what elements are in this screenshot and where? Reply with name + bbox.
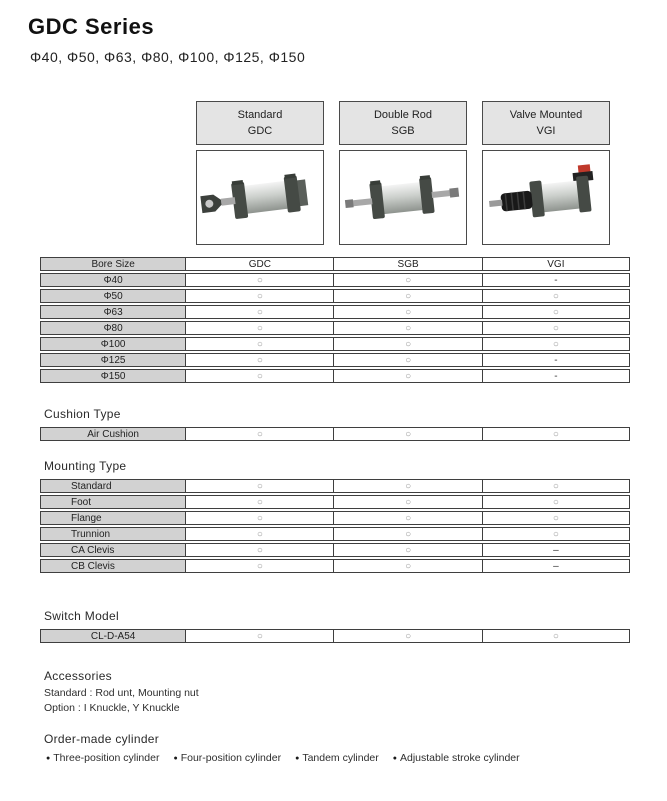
column-header-label: Bore Size (40, 257, 185, 271)
available-mark: ○ (482, 337, 630, 351)
table-row (40, 629, 630, 643)
table-row (40, 559, 630, 573)
bullet-icon: ● (46, 754, 51, 762)
available-mark: ○ (185, 427, 333, 441)
available-mark: ○ (333, 369, 481, 383)
available-mark: ○ (482, 289, 630, 303)
row-label: CB Clevis (40, 559, 185, 573)
row-label: Flange (40, 511, 185, 525)
row-label: CA Clevis (40, 543, 185, 557)
column-header: VGI (482, 257, 630, 271)
available-mark: ○ (185, 511, 333, 525)
row-label: Trunnion (40, 527, 185, 541)
available-mark: ○ (333, 479, 481, 493)
available-mark: ○ (185, 273, 333, 287)
product-double-rod-sgb (339, 101, 467, 245)
row-label: Φ80 (40, 321, 185, 335)
valve-mounted-cylinder-photo (483, 151, 609, 244)
product-gallery (196, 101, 667, 245)
table-row (40, 289, 630, 303)
product-header (196, 101, 324, 145)
row-label: Φ100 (40, 337, 185, 351)
product-model-label: VGI (536, 125, 556, 137)
available-mark: ○ (185, 321, 333, 335)
product-type-label: Valve Mounted (509, 109, 583, 121)
row-label: Foot (40, 495, 185, 509)
bullet-icon: ● (392, 754, 397, 762)
available-mark: ○ (185, 353, 333, 367)
column-header: SGB (333, 257, 481, 271)
available-mark: ○ (482, 511, 630, 525)
row-label: Φ150 (40, 369, 185, 383)
available-mark: ○ (482, 495, 630, 509)
bullet-icon: ● (173, 754, 178, 762)
available-mark: ○ (333, 427, 481, 441)
order-made-item (295, 752, 379, 764)
product-standard-gdc (196, 101, 324, 245)
product-photo-box (482, 150, 610, 245)
row-label: CL-D-A54 (40, 629, 185, 643)
order-made-item-label: Three-position cylinder (53, 752, 160, 764)
available-mark: ○ (482, 427, 630, 441)
order-made-item (173, 752, 281, 764)
available-mark: ○ (185, 527, 333, 541)
bullet-icon: ● (295, 754, 300, 762)
row-label: Φ50 (40, 289, 185, 303)
available-mark: ○ (185, 479, 333, 493)
available-mark: ○ (333, 321, 481, 335)
table-row (40, 273, 630, 287)
product-type-label: Standard (237, 109, 283, 121)
available-mark: ○ (185, 289, 333, 303)
available-mark: ○ (333, 305, 481, 319)
available-mark: ○ (333, 629, 481, 643)
not-available-mark: – (482, 543, 630, 557)
available-mark: ○ (185, 629, 333, 643)
available-mark: ○ (185, 543, 333, 557)
order-made-heading: Order-made cylinder (44, 732, 160, 746)
standard-cylinder-photo (197, 151, 323, 244)
mounting-type-heading: Mounting Type (44, 459, 127, 473)
available-mark: ○ (185, 495, 333, 509)
not-available-mark: - (482, 353, 630, 367)
available-mark: ○ (185, 337, 333, 351)
row-label: Φ40 (40, 273, 185, 287)
row-label: Standard (40, 479, 185, 493)
bore-sizes-subtitle: Φ40, Φ50, Φ63, Φ80, Φ100, Φ125, Φ150 (30, 49, 306, 65)
available-mark: ○ (333, 527, 481, 541)
available-mark: ○ (185, 305, 333, 319)
row-label: Φ125 (40, 353, 185, 367)
table-header-row (40, 257, 630, 271)
product-model-label: GDC (247, 125, 273, 137)
page-title: GDC Series (28, 14, 155, 39)
table-row (40, 511, 630, 525)
product-valve-mounted-vgi (482, 101, 610, 245)
product-header (339, 101, 467, 145)
order-made-item-label: Adjustable stroke cylinder (400, 752, 520, 764)
table-row (40, 495, 630, 509)
available-mark: ○ (482, 527, 630, 541)
product-type-label: Double Rod (373, 109, 433, 121)
available-mark: ○ (482, 305, 630, 319)
double-rod-cylinder-photo (340, 151, 466, 244)
table-row (40, 543, 630, 557)
available-mark: ○ (333, 337, 481, 351)
table-row (40, 427, 630, 441)
accessories-standard-line: Standard : Rod unt, Mounting nut (44, 687, 199, 699)
row-label: Φ63 (40, 305, 185, 319)
not-available-mark: – (482, 559, 630, 573)
table-row (40, 353, 630, 367)
order-made-item-label: Four-position cylinder (180, 752, 282, 764)
order-made-item (393, 752, 520, 764)
table-row (40, 527, 630, 541)
available-mark: ○ (333, 543, 481, 557)
cushion-type-table (40, 425, 630, 443)
product-photo-box (196, 150, 324, 245)
available-mark: ○ (333, 353, 481, 367)
not-available-mark: - (482, 273, 630, 287)
available-mark: ○ (185, 369, 333, 383)
mounting-type-table (40, 477, 630, 575)
accessories-option-line: Option : I Knuckle, Y Knuckle (44, 702, 180, 714)
available-mark: ○ (333, 495, 481, 509)
available-mark: ○ (185, 559, 333, 573)
table-row (40, 479, 630, 493)
row-label: Air Cushion (40, 427, 185, 441)
available-mark: ○ (482, 629, 630, 643)
order-made-item (46, 752, 159, 764)
table-row (40, 305, 630, 319)
available-mark: ○ (333, 289, 481, 303)
available-mark: ○ (482, 479, 630, 493)
available-mark: ○ (482, 321, 630, 335)
switch-model-table (40, 627, 630, 645)
not-available-mark: - (482, 369, 630, 383)
order-made-list (46, 752, 667, 764)
table-row (40, 369, 630, 383)
available-mark: ○ (333, 559, 481, 573)
product-photo-box (339, 150, 467, 245)
table-row (40, 321, 630, 335)
product-header (482, 101, 610, 145)
column-header: GDC (185, 257, 333, 271)
accessories-heading: Accessories (44, 669, 112, 683)
product-model-label: SGB (391, 125, 415, 137)
accessories-text (44, 686, 667, 716)
available-mark: ○ (333, 273, 481, 287)
order-made-item-label: Tandem cylinder (302, 752, 379, 764)
table-row (40, 337, 630, 351)
switch-model-heading: Switch Model (44, 609, 119, 623)
available-mark: ○ (333, 511, 481, 525)
cushion-type-heading: Cushion Type (44, 407, 121, 421)
bore-size-table (40, 255, 630, 385)
